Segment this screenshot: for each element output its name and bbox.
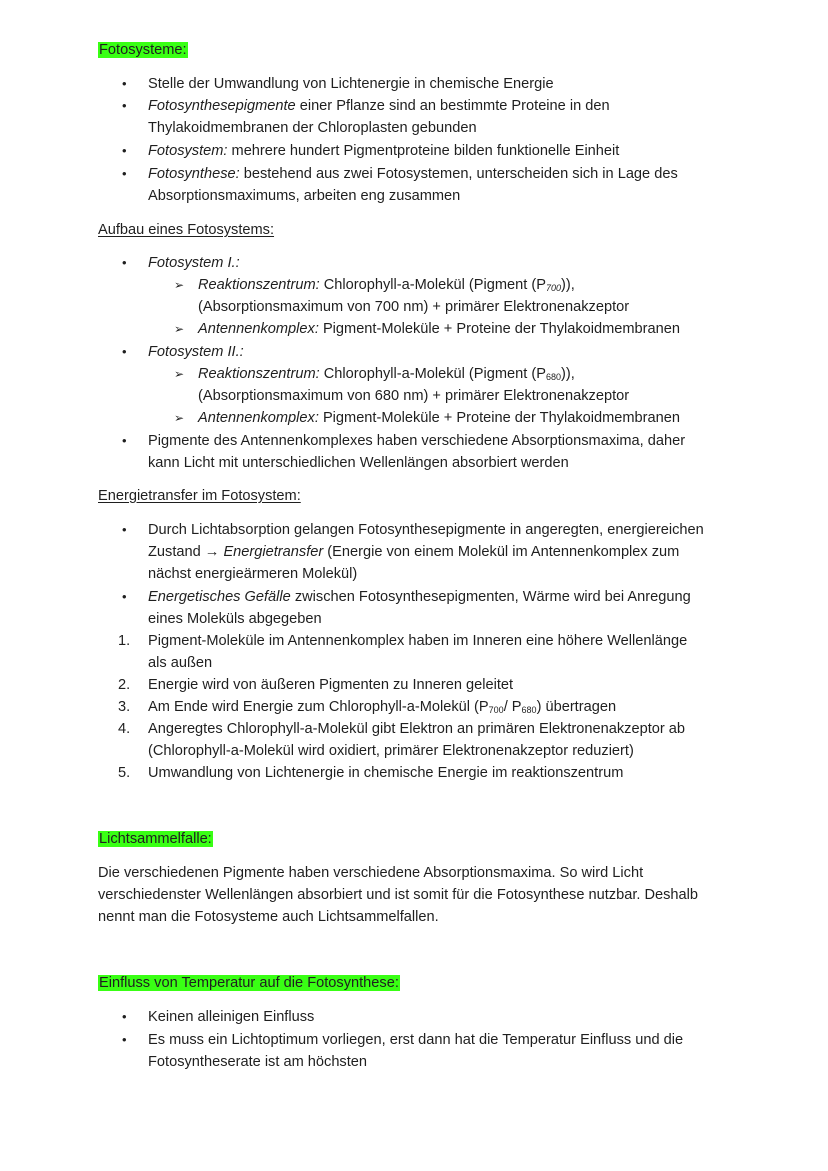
bullet-icon: • <box>122 344 127 359</box>
list-number: 3. <box>118 699 131 715</box>
list-item-text: zwischen Fotosynthesepigmenten, Wärme wird bei Anregung <box>290 589 691 605</box>
list-item: Durch Lichtabsorption gelangen Fotosynthesepigmente in angeregten, energiereichen <box>148 522 704 538</box>
numbered-item-continuation: (Chlorophyll-a-Molekül wird oxidiert, primärer Elektronenakzeptor reduziert) <box>148 743 634 759</box>
list-number: 5. <box>118 765 131 781</box>
emphasis-term: Fotosystem I.: <box>148 255 240 271</box>
emphasis-term: Energetisches Gefälle <box>148 589 291 605</box>
paragraph-line: Die verschiedenen Pigmente haben verschiedene Absorptionsmaxima. So wird Licht <box>98 865 644 881</box>
arrow-bullet-icon: ➢ <box>174 278 185 292</box>
list-item: Pigmente des Antennenkomplexes haben verschiedene Absorptionsmaxima, daher <box>148 433 686 449</box>
list-number: 2. <box>118 677 131 693</box>
emphasis-term: Reaktionszentrum: <box>198 366 320 382</box>
list-item-text: Zustand <box>148 544 205 560</box>
bullet-icon: • <box>122 255 127 270</box>
list-number: 4. <box>118 721 131 737</box>
list-item-text: einer Pflanze sind an bestimmte Proteine in den <box>295 98 610 114</box>
list-item: Keinen alleinigen Einfluss <box>148 1009 315 1025</box>
list-item-text: / P <box>503 699 522 715</box>
numbered-item-continuation: als außen <box>148 655 213 671</box>
list-item-continuation: eines Moleküls abgegeben <box>148 611 322 627</box>
bullet-icon: • <box>122 589 127 604</box>
arrow-bullet-icon: ➢ <box>174 411 185 425</box>
heading-energietransfer: Energietransfer im Fotosystem: <box>98 488 301 504</box>
emphasis-term: Fotosynthesepigmente <box>148 98 296 114</box>
sub-list-item <box>198 319 680 339</box>
list-item <box>148 164 678 184</box>
list-item-continuation: kann Licht mit unterschiedlichen Wellenlängen absorbiert werden <box>148 455 569 471</box>
subscript: 680 <box>521 705 537 715</box>
highlighted-heading: Fotosysteme: <box>99 42 187 58</box>
list-item-text: Am Ende wird Energie zum Chlorophyll-a-Molekül (P <box>148 699 489 715</box>
list-item-text: mehrere hundert Pigmentproteine bilden funktionelle Einheit <box>227 143 620 159</box>
bullet-icon: • <box>122 433 127 448</box>
bullet-icon: • <box>122 1009 127 1024</box>
highlighted-heading: Einfluss von Temperatur auf die Fotosynthese: <box>99 975 399 991</box>
list-item <box>148 96 610 116</box>
subscript: 680 <box>545 372 561 382</box>
heading-fotosysteme <box>98 40 188 60</box>
subscript: 700 <box>488 705 504 715</box>
list-item <box>148 141 619 161</box>
sub-list-item <box>198 275 575 295</box>
list-item: Es muss ein Lichtoptimum vorliegen, erst dann hat die Temperatur Einfluss und die <box>148 1032 684 1048</box>
highlighted-heading: Lichtsammelfalle: <box>99 831 212 847</box>
list-item-continuation: Absorptionsmaximums, arbeiten eng zusammen <box>148 188 461 204</box>
list-item: Stelle der Umwandlung von Lichtenergie in chemische Energie <box>148 76 554 92</box>
list-item-text: bestehend aus zwei Fotosystemen, unterscheiden sich in Lage des <box>239 166 678 182</box>
list-item <box>148 587 691 607</box>
heading-lichtsammelfalle <box>98 829 213 849</box>
subscript: 700 <box>545 283 561 293</box>
paragraph-line: verschiedenster Wellenlängen absorbiert und ist somit für die Fotosynthese nutzbar. Deshalb <box>98 887 699 903</box>
list-item <box>148 253 240 273</box>
list-item-text: Chlorophyll-a-Molekül (Pigment (P <box>319 366 546 382</box>
numbered-item: Angeregtes Chlorophyll-a-Molekül gibt Elektron an primären Elektronenakzeptor ab <box>148 721 686 737</box>
sub-list-item <box>198 364 575 384</box>
list-item-text: Chlorophyll-a-Molekül (Pigment (P <box>319 277 546 293</box>
right-arrow-icon: → <box>204 544 220 560</box>
emphasis-term: Fotosystem: <box>148 143 228 159</box>
list-item <box>148 342 244 362</box>
list-item-text: Pigment-Moleküle + Proteine der Thylakoidmembranen <box>318 410 681 426</box>
list-item-text: )), <box>561 366 575 382</box>
arrow-bullet-icon: ➢ <box>174 367 185 381</box>
list-item-continuation: Thylakoidmembranen der Chloroplasten gebunden <box>148 120 477 136</box>
paragraph-line: nennt man die Fotosysteme auch Lichtsammelfallen. <box>98 909 439 925</box>
bullet-icon: • <box>122 98 127 113</box>
list-item-text: ) übertragen <box>536 699 617 715</box>
bullet-icon: • <box>122 522 127 537</box>
bullet-icon: • <box>122 166 127 181</box>
sub-list-item <box>198 408 680 428</box>
list-item-text: )), <box>561 277 575 293</box>
numbered-item <box>148 697 616 717</box>
arrow-bullet-icon: ➢ <box>174 322 185 336</box>
numbered-item: Pigment-Moleküle im Antennenkomplex haben im Inneren eine höhere Wellenlänge <box>148 633 688 649</box>
numbered-item: Energie wird von äußeren Pigmenten zu Inneren geleitet <box>148 677 514 693</box>
bullet-icon: • <box>122 1032 127 1047</box>
emphasis-term: Antennenkomplex: <box>198 321 319 337</box>
sub-list-item-continuation: (Absorptionsmaximum von 700 nm) + primärer Elektronenakzeptor <box>198 299 630 315</box>
emphasis-term: Energietransfer <box>223 544 324 560</box>
bullet-icon: • <box>122 76 127 91</box>
heading-temperatur <box>98 973 400 993</box>
bullet-icon: • <box>122 143 127 158</box>
sub-list-item-continuation: (Absorptionsmaximum von 680 nm) + primärer Elektronenakzeptor <box>198 388 630 404</box>
list-item-continuation: nächst energieärmeren Molekül) <box>148 566 358 582</box>
numbered-item: Umwandlung von Lichtenergie in chemische Energie im reaktionszentrum <box>148 765 624 781</box>
list-item-text: Pigment-Moleküle + Proteine der Thylakoidmembranen <box>318 321 681 337</box>
emphasis-term: Antennenkomplex: <box>198 410 319 426</box>
list-item-continuation: Fotosyntheserate ist am höchsten <box>148 1054 368 1070</box>
list-item-text: (Energie von einem Molekül im Antennenkomplex zum <box>323 544 680 560</box>
emphasis-term: Fotosystem II.: <box>148 344 244 360</box>
list-item-continuation <box>148 542 679 562</box>
emphasis-term: Reaktionszentrum: <box>198 277 320 293</box>
emphasis-term: Fotosynthese: <box>148 166 240 182</box>
list-number: 1. <box>118 633 131 649</box>
heading-aufbau: Aufbau eines Fotosystems: <box>98 222 275 238</box>
